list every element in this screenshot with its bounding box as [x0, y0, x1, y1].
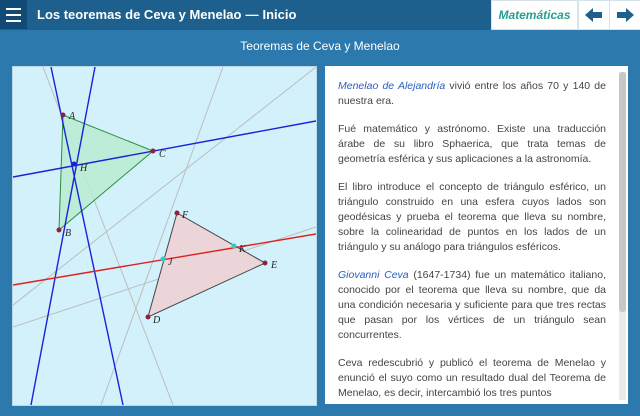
title-separator: —	[245, 7, 259, 22]
menu-button[interactable]	[0, 0, 27, 29]
hamburger-menu-icon-line	[6, 14, 21, 16]
point-e[interactable]	[263, 261, 268, 266]
text-scrollbar[interactable]	[619, 72, 626, 400]
point-b[interactable]	[57, 228, 62, 233]
subject-label[interactable]: Matemáticas	[491, 0, 578, 30]
geometry-figure[interactable]	[12, 66, 317, 406]
page-title	[37, 0, 296, 30]
label-c: C	[159, 149, 166, 160]
label-j: J	[168, 257, 173, 268]
next-button[interactable]	[609, 0, 640, 30]
title-section[interactable]: Inicio	[262, 7, 297, 22]
triangle-fde	[148, 213, 265, 317]
paragraph-menelao	[338, 79, 606, 109]
scrollbar-thumb[interactable]	[619, 72, 626, 312]
hamburger-menu-icon-line	[6, 20, 21, 22]
paragraph-spherical-triangle: El libro introduce el concepto de triángulo esférico, un triángulo construido en una esfera cuyos lados son geodésicas y prueba el teorema que lleva su nombre, sobre la colinearidad de puntos en los lados de un triángulo y su análogo para triángulos esféricos.	[338, 181, 606, 253]
paragraph-menelao-text: vivió entre los años 70 y 140 de nuestra era.	[338, 80, 606, 107]
paragraph-ceva-text: (1647-1734) fue un matemático italiano, conocido por el teorema que lleva su nombre, que da una condición necesaria y suficiente para que tres rectas que pasan por los vértices de un triángulo sean concurrentes.	[338, 269, 606, 341]
text-panel[interactable]	[325, 66, 628, 404]
menelao-link[interactable]: Menelao de Alejandría	[338, 80, 446, 92]
label-d: D	[153, 315, 161, 326]
point-j[interactable]	[161, 257, 166, 262]
text-content	[338, 79, 606, 404]
label-f: F	[182, 210, 189, 221]
section-subtitle: Teoremas de Ceva y Menelao	[0, 30, 640, 62]
arrow-left-icon	[585, 8, 603, 22]
label-b: B	[65, 228, 72, 239]
point-k[interactable]	[232, 244, 237, 249]
label-k: K	[239, 244, 246, 255]
arrow-right-icon	[616, 8, 634, 22]
point-h[interactable]	[72, 162, 77, 167]
title-main: Los teoremas de Ceva y Menelao	[37, 7, 242, 22]
point-a[interactable]	[61, 113, 66, 118]
top-bar	[0, 0, 640, 30]
point-d[interactable]	[146, 315, 151, 320]
point-c[interactable]	[151, 149, 156, 154]
blue-line-3	[51, 67, 123, 405]
label-a: A	[69, 111, 76, 122]
hamburger-menu-icon	[6, 8, 21, 10]
point-f[interactable]	[175, 211, 180, 216]
prev-button[interactable]	[578, 0, 610, 30]
label-e: E	[271, 260, 278, 271]
geometry-canvas[interactable]	[13, 67, 316, 405]
paragraph-duality: Ceva redescubrió y publicó el teorema de Menelao y enunció el suyo como un resultado dual del Teorema de Menelao, es decir, intercambió los tres puntos	[338, 357, 606, 399]
paragraph-ceva	[338, 268, 606, 343]
ceva-link[interactable]: Giovanni Ceva	[338, 269, 409, 281]
paragraph-astronomer: Fué matemático y astrónomo. Existe una traducción árabe de su libro Sphaerica, que trata temas de geometría esférica y sus aplicaciones a la astronomía.	[338, 123, 606, 165]
label-h: H	[80, 163, 88, 174]
